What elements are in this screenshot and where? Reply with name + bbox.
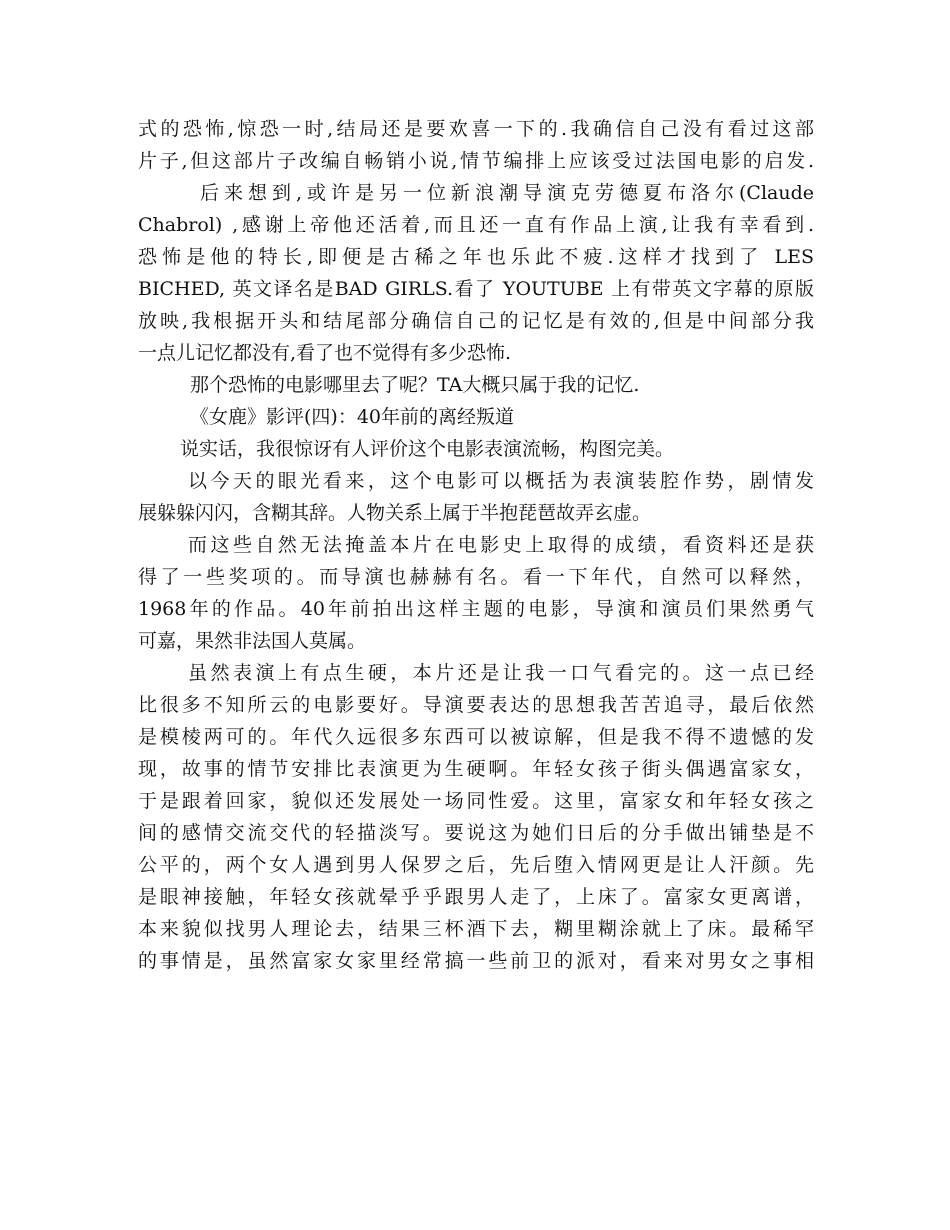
text-line: 是模棱两可的。年代久远很多东西可以被谅解，但是我不得不遗憾的发 [138, 726, 814, 748]
text-line: 那个恐怖的电影哪里去了呢？TA大概只属于我的记忆. [190, 374, 640, 396]
text-line: 片子,但这部片子改编自畅销小说,情节编排上应该受过法国电影的启发. [138, 150, 814, 172]
text-line: 可嘉，果然非法国人莫属。 [138, 630, 367, 652]
text-line: 式的恐怖,惊恐一时,结局还是要欢喜一下的.我确信自己没有看过这部 [138, 118, 814, 140]
text-line: 1968年的作品。40年前拍出这样主题的电影，导演和演员们果然勇气 [138, 598, 814, 620]
text-line: 比很多不知所云的电影要好。导演要表达的思想我苦苦追寻，最后依然 [138, 694, 814, 716]
text-line: 而这些自然无法掩盖本片在电影史上取得的成绩，看资料还是获 [188, 534, 814, 556]
text-line: 以今天的眼光看来，这个电影可以概括为表演装腔作势，剧情发 [188, 470, 814, 492]
text-line: 的事情是，虽然富家女家里经常搞一些前卫的派对，看来对男女之事相 [138, 950, 814, 972]
text-line: BICHED, 英文译名是BAD GIRLS.看了 YOUTUBE 上有带英文字幕的原版 [138, 278, 814, 300]
section-heading: 《女鹿》影评(四)：40年前的离经叛道 [190, 406, 515, 428]
text-line: 得了一些奖项的。而导演也赫赫有名。看一下年代，自然可以释然， [138, 566, 814, 588]
text-line: 恐怖是他的特长,即便是古稀之年也乐此不疲.这样才找到了 LES [138, 246, 814, 268]
text-line: 公平的，两个女人遇到男人保罗之后，先后堕入情网更是让人汗颜。先 [138, 854, 814, 876]
text-line: 一点儿记忆都没有,看了也不觉得有多少恐怖. [138, 342, 512, 364]
text-line: Chabrol) ,感谢上帝他还活着,而且还一直有作品上演,让我有幸看到. [138, 214, 814, 236]
text-line: 后来想到,或许是另一位新浪潮导演克劳德夏布洛尔(Claude [200, 182, 814, 204]
text-line: 现，故事的情节安排比表演更为生硬啊。年轻女孩子街头偶遇富家女， [138, 758, 814, 780]
text-line: 说实话，我很惊讶有人评价这个电影表演流畅，构图完美。 [180, 438, 675, 460]
text-line: 是眼神接触，年轻女孩就晕乎乎跟男人走了，上床了。富家女更离谱， [138, 886, 814, 908]
text-line: 展躲躲闪闪，含糊其辞。人物关系上属于半抱琵琶故弄玄虚。 [138, 502, 652, 524]
document-page [138, 113, 814, 977]
text-line: 于是跟着回家，貌似还发展处一场同性爱。这里，富家女和年轻女孩之 [138, 790, 814, 812]
text-line: 虽然表演上有点生硬，本片还是让我一口气看完的。这一点已经 [188, 662, 814, 684]
text-line: 本来貌似找男人理论去，结果三杯酒下去，糊里糊涂就上了床。最稀罕 [138, 918, 814, 940]
text-line: 放映,我根据开头和结尾部分确信自己的记忆是有效的,但是中间部分我 [138, 310, 814, 332]
text-line: 间的感情交流交代的轻描淡写。要说这为她们日后的分手做出铺垫是不 [138, 822, 814, 844]
